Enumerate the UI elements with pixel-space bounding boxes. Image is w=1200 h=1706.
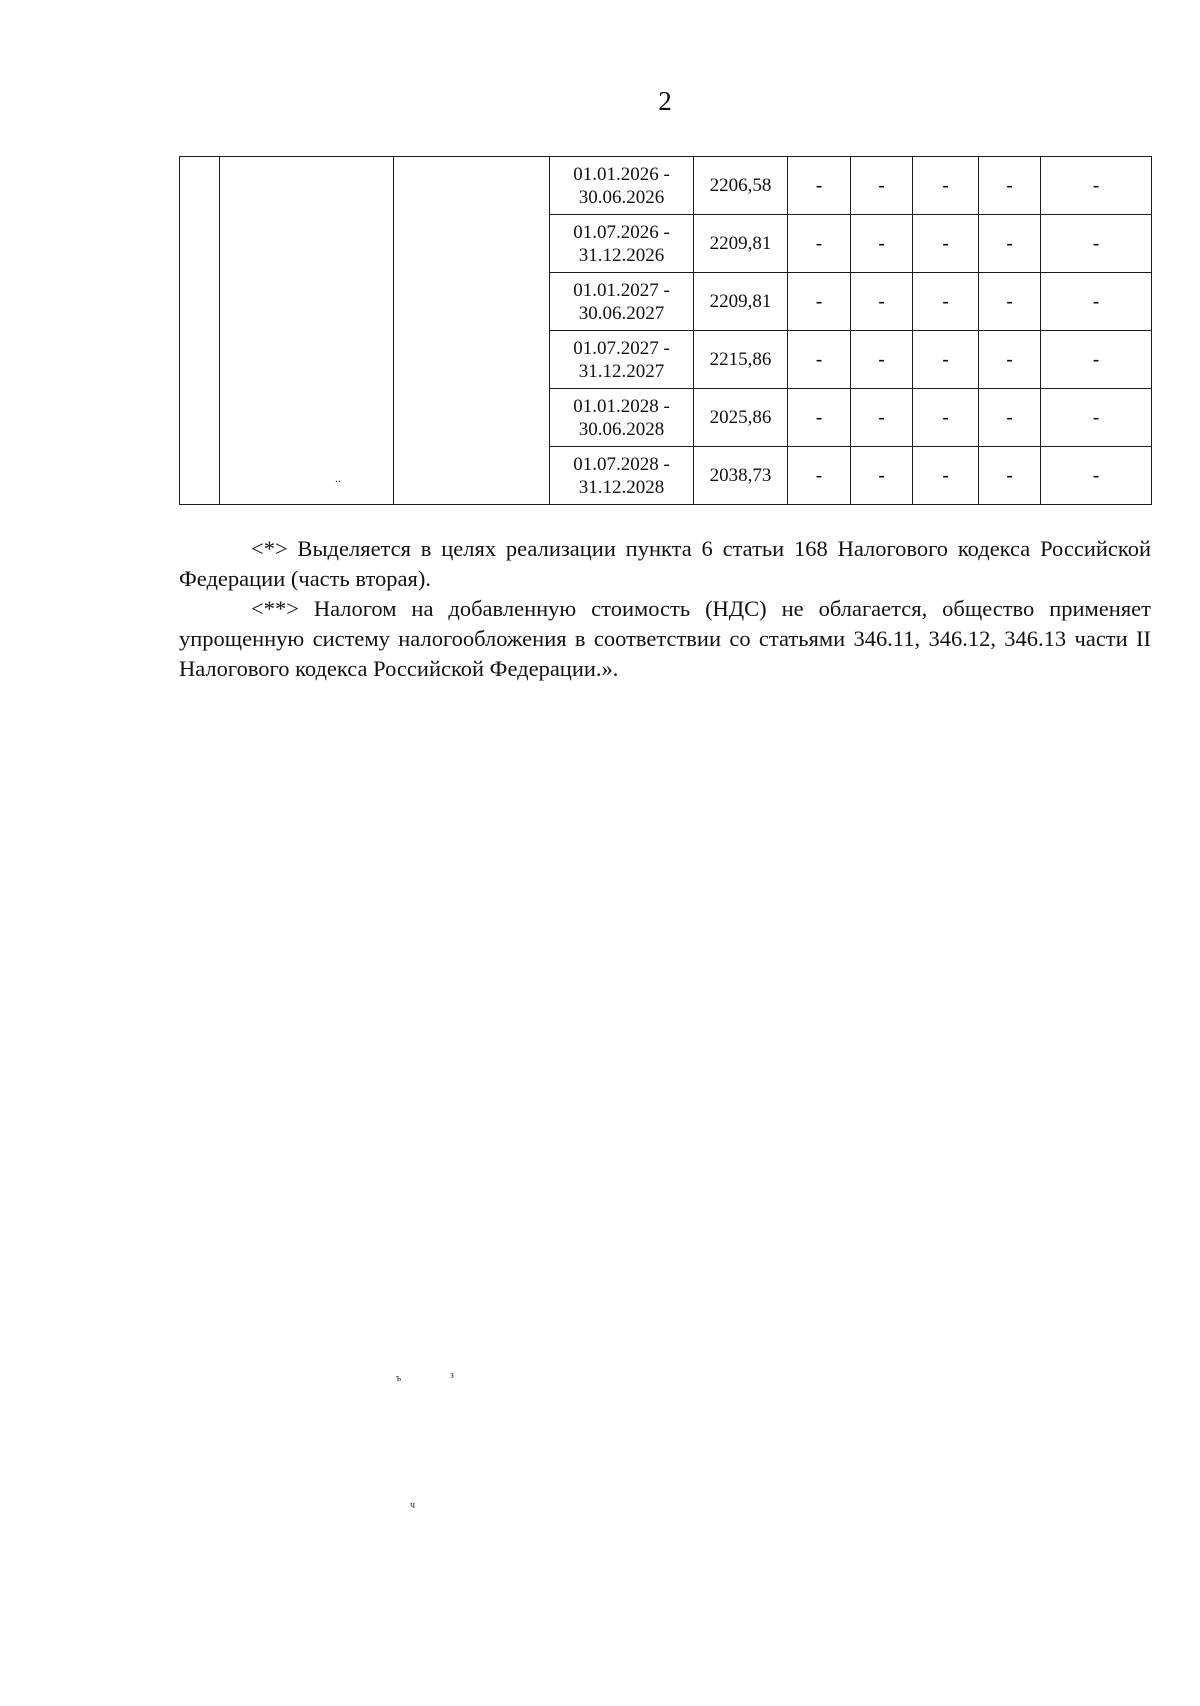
dash-cell: - [979, 157, 1041, 215]
dash-cell: - [851, 389, 913, 447]
period-line: 01.07.2026 - [573, 221, 670, 243]
period-line: 30.06.2027 [578, 302, 665, 324]
dash-cell: - [913, 389, 979, 447]
dash-cell: - [851, 157, 913, 215]
dash-cell: - [788, 331, 851, 389]
dash-cell: - [913, 447, 979, 505]
dash-cell: - [1041, 273, 1152, 331]
page-number: 2 [658, 86, 672, 116]
dash-cell: - [979, 447, 1041, 505]
dash-cell: - [851, 331, 913, 389]
dash-cell: - [851, 273, 913, 331]
tariff-value-cell: 2206,58 [694, 157, 788, 215]
dash-cell: - [788, 389, 851, 447]
dash-cell: - [788, 273, 851, 331]
tariff-value-cell: 2025,86 [694, 389, 788, 447]
period-line: 01.01.2026 - [573, 163, 670, 185]
period-line: 30.06.2026 [578, 186, 665, 208]
dash-cell: - [913, 157, 979, 215]
dash-cell: - [788, 157, 851, 215]
period-cell [550, 215, 694, 273]
tariff-value-cell: 2215,86 [694, 331, 788, 389]
stray-mark: .. [335, 471, 341, 485]
footnotes [179, 534, 1151, 684]
scan-speck: ъ [396, 1373, 402, 1384]
dash-cell: - [1041, 157, 1152, 215]
dash-cell: - [1041, 389, 1152, 447]
tariff-value-cell: 2209,81 [694, 273, 788, 331]
dash-cell: - [1041, 215, 1152, 273]
merged-empty-cell-1 [180, 157, 220, 505]
dash-cell: - [979, 273, 1041, 331]
table-row [180, 157, 1152, 215]
dash-cell: - [788, 215, 851, 273]
tariff-value-cell: 2038,73 [694, 447, 788, 505]
period-line: 31.12.2028 [578, 476, 665, 498]
period-line: 01.07.2028 - [573, 453, 670, 475]
merged-empty-cell-3 [394, 157, 550, 505]
dash-cell: - [913, 215, 979, 273]
tariff-table [179, 156, 1152, 505]
period-cell [550, 273, 694, 331]
merged-empty-cell-2 [220, 157, 394, 505]
period-line: 01.01.2028 - [573, 395, 670, 417]
dash-cell: - [788, 447, 851, 505]
scan-speck: з [450, 1370, 454, 1381]
table-body [180, 157, 1152, 505]
dash-cell: - [1041, 447, 1152, 505]
dash-cell: - [979, 215, 1041, 273]
period-cell [550, 157, 694, 215]
dash-cell: - [851, 215, 913, 273]
tariff-value-cell: 2209,81 [694, 215, 788, 273]
period-cell [550, 447, 694, 505]
period-line: 30.06.2028 [578, 418, 665, 440]
scan-speck: ч [410, 1500, 416, 1511]
footnote-1: <*> Выделяется в целях реализации пункта 6 статьи 168 Налогового кодекса Российской Федерации (часть вторая). [179, 536, 1151, 591]
dash-cell: - [979, 389, 1041, 447]
period-line: 31.12.2026 [578, 244, 665, 266]
period-cell [550, 389, 694, 447]
period-cell [550, 331, 694, 389]
footnote-2: <**> Налогом на добавленную стоимость (НДС) не облагается, общество применяет упрощенную систему налогообложения в соответствии со статьями 346.11, 346.12, 346.13 части II Налогового кодекса Российской Федерации.». [179, 596, 1151, 681]
dash-cell: - [913, 331, 979, 389]
dash-cell: - [913, 273, 979, 331]
dash-cell: - [851, 447, 913, 505]
period-line: 01.01.2027 - [573, 279, 670, 301]
period-line: 31.12.2027 [578, 360, 665, 382]
dash-cell: - [1041, 331, 1152, 389]
dash-cell: - [979, 331, 1041, 389]
period-line: 01.07.2027 - [573, 337, 670, 359]
